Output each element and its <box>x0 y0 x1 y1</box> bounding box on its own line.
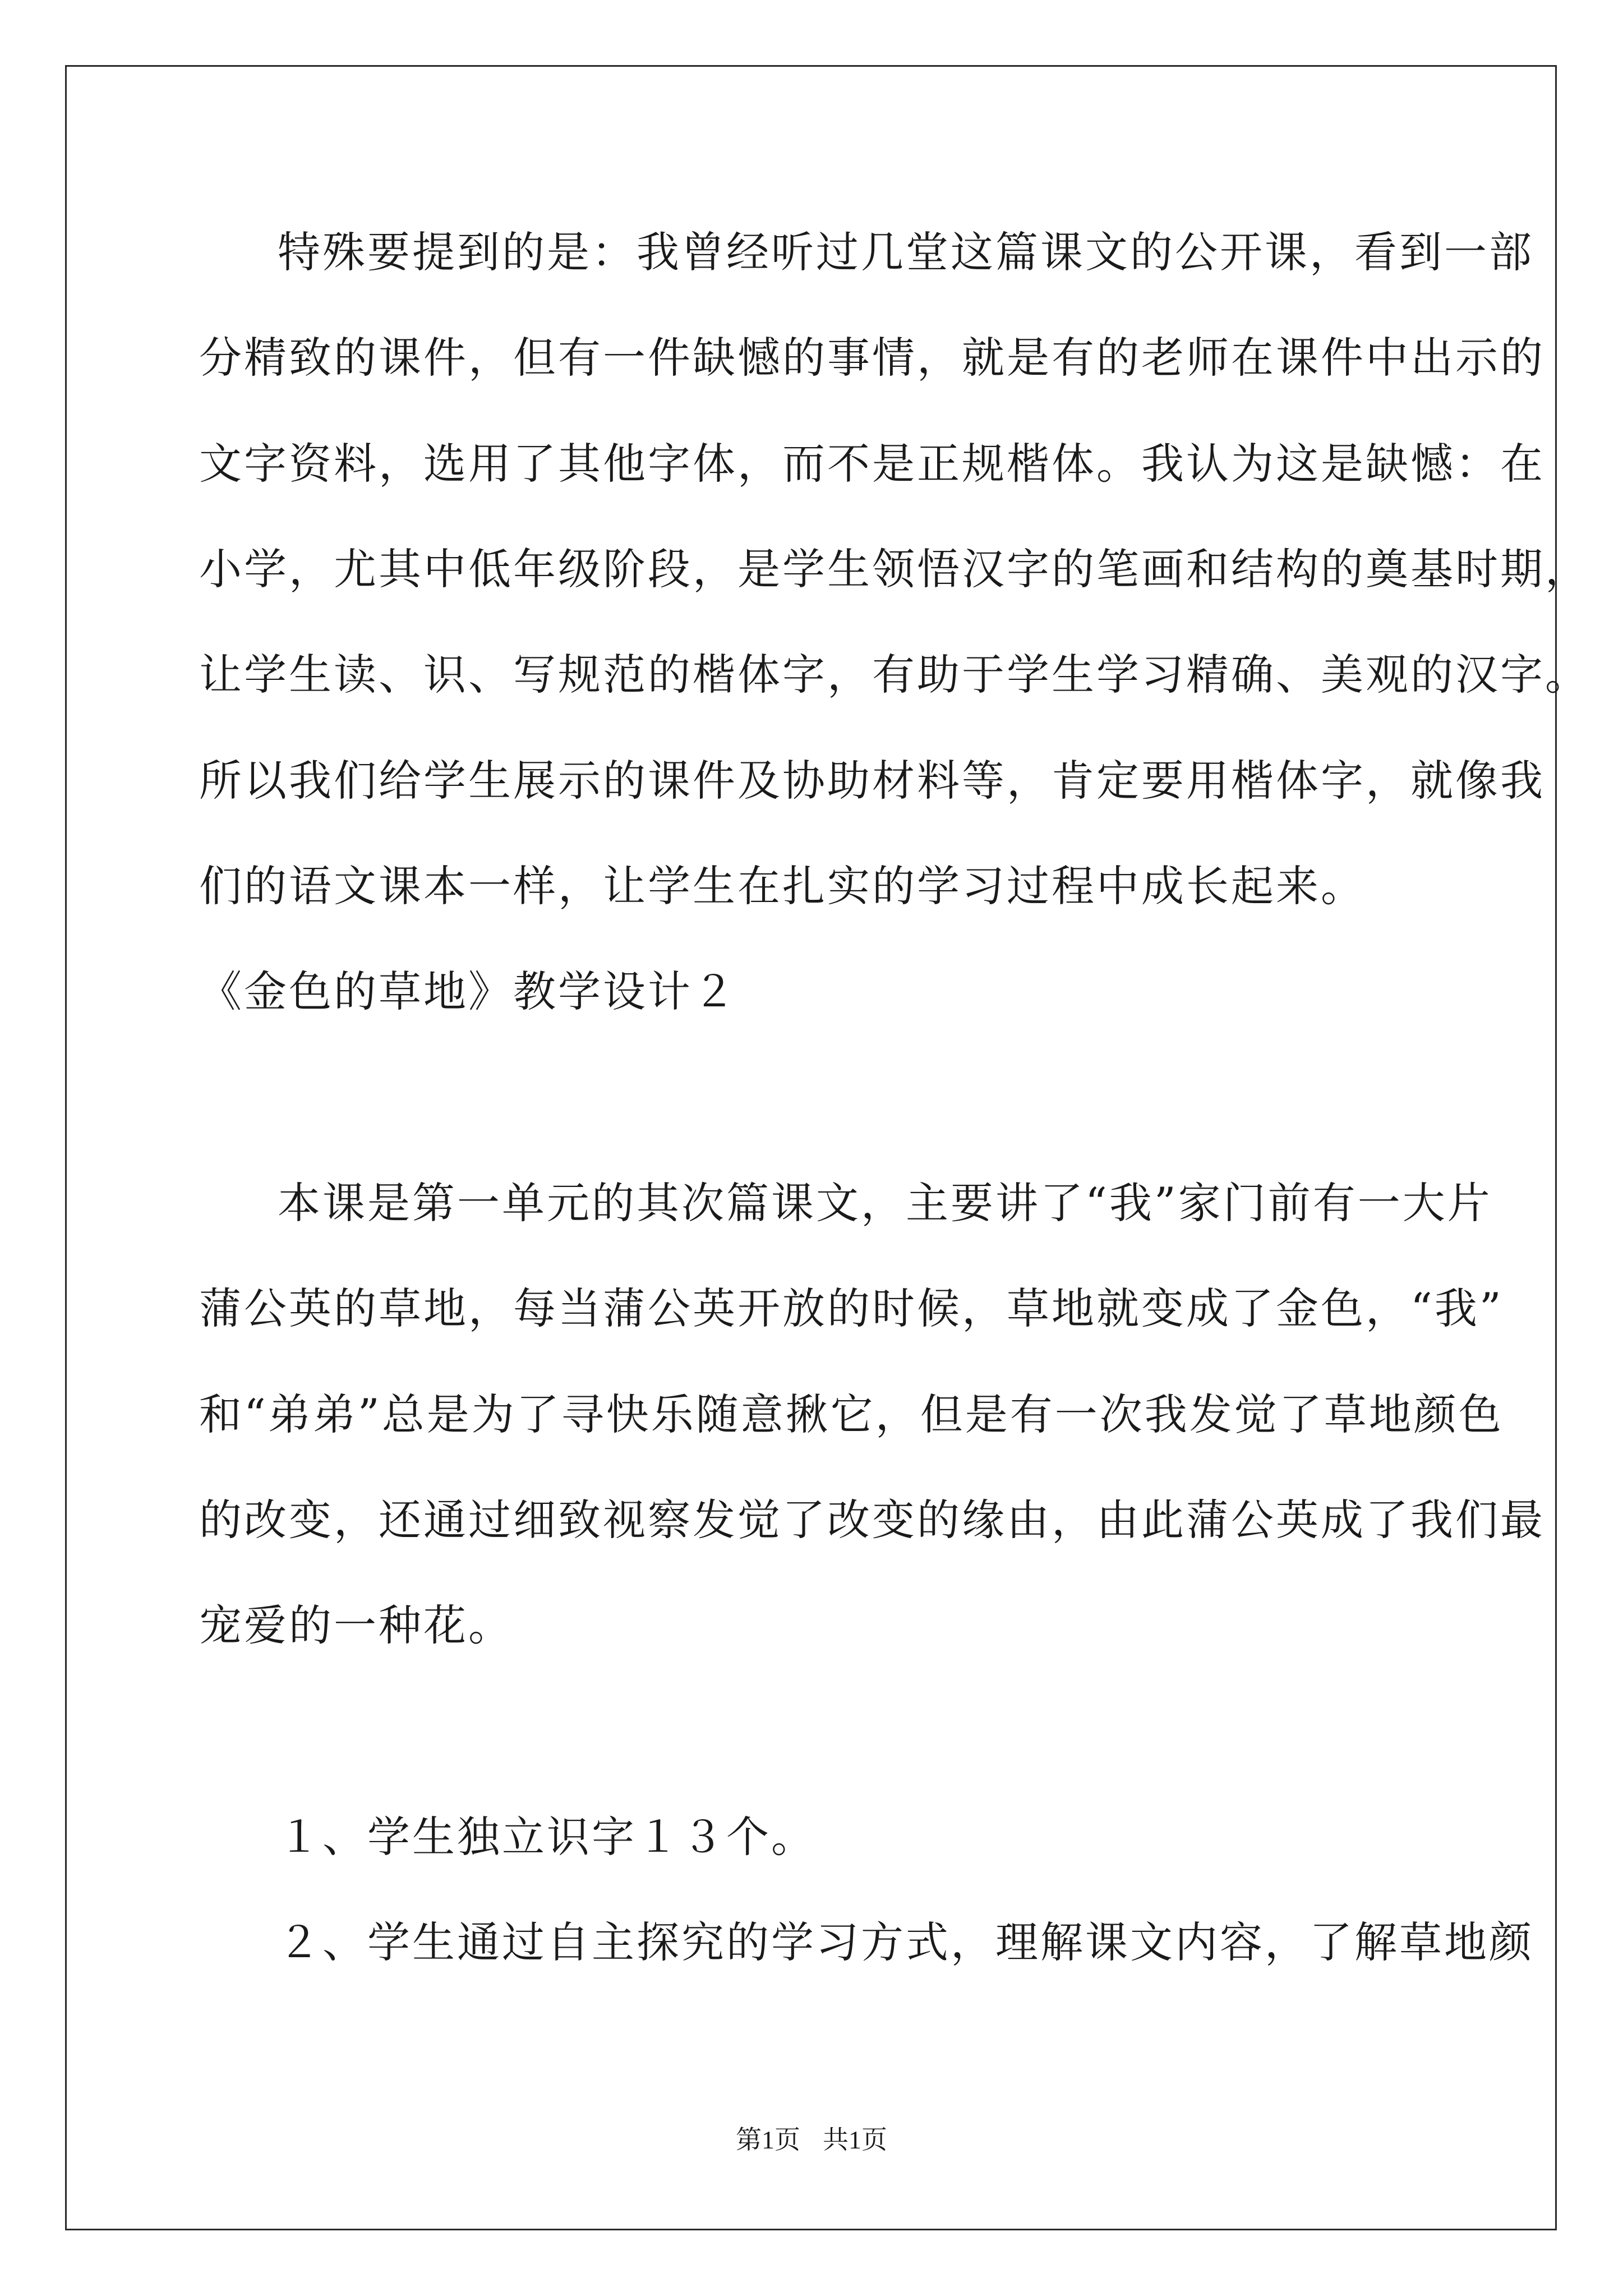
page-number: 第1页 <box>736 2125 800 2154</box>
page-total: 共1页 <box>823 2125 887 2154</box>
paragraph-line: 宠爱的一种花。 <box>199 1600 513 1650</box>
list-item: ２、学生通过自主探究的学习方式，理解课文内容，了解草地颜 <box>278 1917 1534 1967</box>
paragraph-line: 们的语文课本一样，让学生在扎实的学习过程中成长起来。 <box>199 861 1366 911</box>
paragraph-line: 分精致的课件，但有一件缺憾的事情，就是有的老师在课件中出示的 <box>199 333 1545 383</box>
section-heading: 《金色的草地》教学设计２ <box>199 967 737 1016</box>
paragraph-line: 和“弟弟”总是为了寻快乐随意揪它，但是有一次我发觉了草地颜色 <box>199 1389 1504 1439</box>
page-footer <box>0 2123 1623 2157</box>
paragraph-line: 小学，尤其中低年级阶段，是学生领悟汉字的笔画和结构的奠基时期， <box>199 544 1590 594</box>
paragraph-line: 的改变，还通过细致视察发觉了改变的缘由，由此蒲公英成了我们最 <box>199 1495 1545 1545</box>
paragraph-line: 所以我们给学生展示的课件及协助材料等，肯定要用楷体字，就像我 <box>199 756 1545 806</box>
paragraph-line: 特殊要提到的是：我曾经听过几堂这篇课文的公开课，看到一部 <box>278 227 1534 277</box>
list-item: １、学生独立识字１３个。 <box>278 1812 816 1862</box>
paragraph-line: 本课是第一单元的其次篇课文，主要讲了“我”家门前有一大片 <box>278 1178 1492 1228</box>
paragraph-line: 文字资料，选用了其他字体，而不是正规楷体。我认为这是缺憾：在 <box>199 439 1545 489</box>
paragraph-line: 让学生读、识、写规范的楷体字，有助于学生学习精确、美观的汉字。 <box>199 650 1590 700</box>
page-border <box>65 65 1557 2230</box>
paragraph-line: 蒲公英的草地，每当蒲公英开放的时候，草地就变成了金色，“我” <box>199 1283 1504 1333</box>
